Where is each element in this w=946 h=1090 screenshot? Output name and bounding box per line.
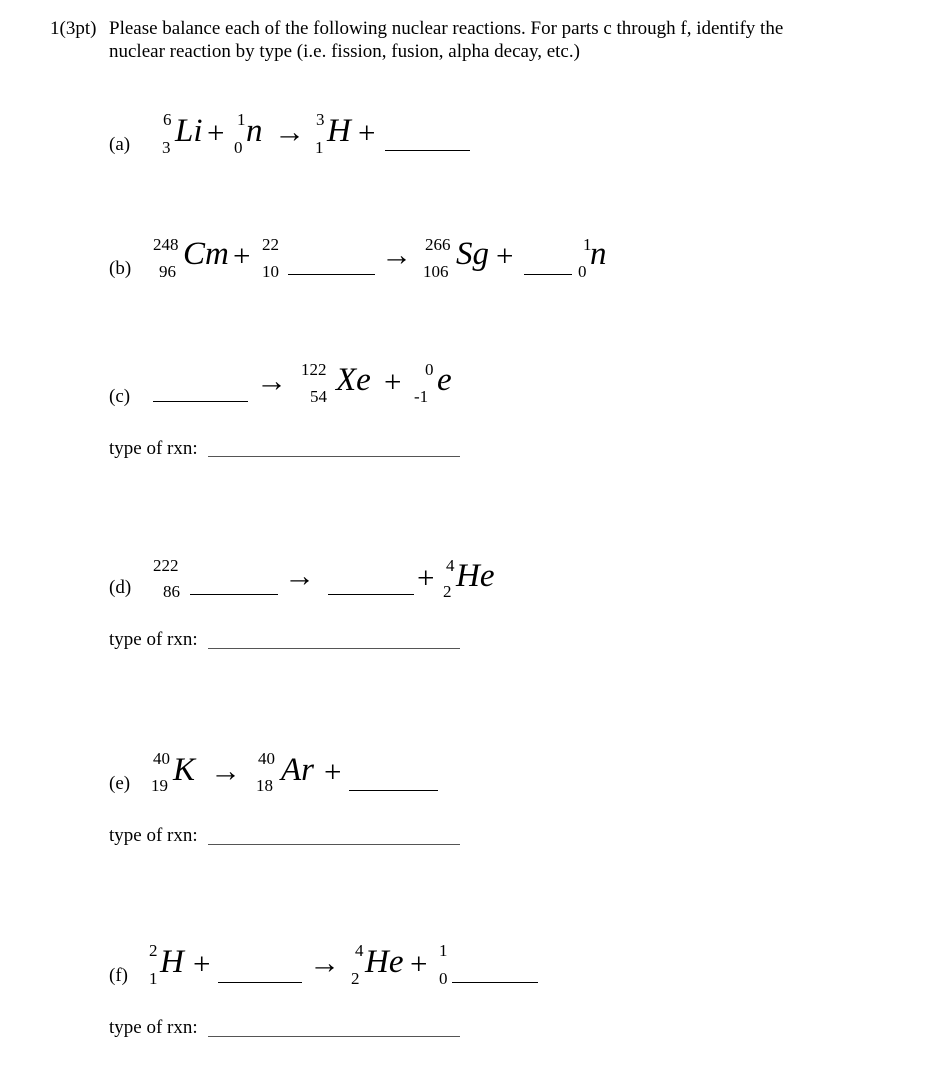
element-symbol: n [590, 236, 607, 272]
mass-number: 6 [163, 110, 172, 129]
plus-sign: + [207, 115, 225, 150]
part-c-label: (c) [109, 386, 131, 407]
element-symbol: H [160, 944, 184, 980]
element-symbol: K [173, 752, 196, 788]
reaction-arrow: → [256, 363, 287, 398]
plus-sign: + [193, 946, 211, 981]
question-text-line2: nuclear reaction by type (i.e. fission, fusion, alpha decay, etc.) [109, 41, 580, 62]
type-of-rxn-label: type of rxn: [109, 1017, 198, 1038]
mass-number: 2 [149, 941, 158, 960]
part-a-label: (a) [109, 134, 131, 155]
answer-blank[interactable] [288, 274, 375, 275]
plus-sign: + [417, 560, 435, 595]
atomic-number: 0 [234, 138, 243, 157]
atomic-number: 86 [163, 582, 180, 601]
answer-blank[interactable] [349, 790, 438, 791]
element-symbol: n [246, 113, 263, 149]
answer-blank[interactable] [190, 594, 278, 595]
type-of-rxn-label: type of rxn: [109, 629, 198, 650]
mass-number: 1 [439, 941, 448, 960]
reaction-arrow: → [274, 114, 305, 149]
mass-number: 3 [316, 110, 325, 129]
atomic-number: 2 [351, 969, 360, 988]
element-symbol: Sg [456, 236, 489, 272]
mass-number: 40 [258, 749, 275, 768]
element-symbol: Xe [336, 362, 371, 398]
atomic-number: -1 [414, 387, 429, 406]
answer-blank[interactable] [153, 401, 248, 402]
mass-number: 40 [153, 749, 170, 768]
mass-number: 248 [153, 235, 179, 254]
type-of-rxn-label: type of rxn: [109, 438, 198, 459]
atomic-number: 2 [443, 582, 452, 601]
reaction-arrow: → [284, 558, 315, 593]
atomic-number: 1 [149, 969, 158, 988]
reaction-arrow: → [309, 945, 340, 980]
answer-blank[interactable] [385, 150, 470, 151]
reaction-arrow: → [381, 237, 412, 272]
element-symbol: e [437, 362, 452, 398]
atomic-number: 54 [310, 387, 327, 406]
plus-sign: + [358, 115, 376, 150]
atomic-number: 3 [162, 138, 171, 157]
part-f-label: (f) [109, 965, 128, 986]
element-symbol: He [456, 558, 495, 594]
part-e-label: (e) [109, 773, 131, 794]
element-symbol: Ar [281, 752, 314, 788]
mass-number: 1 [237, 110, 246, 129]
element-symbol: He [365, 944, 404, 980]
type-of-rxn-answer-line[interactable] [208, 844, 460, 845]
type-of-rxn-answer-line[interactable] [208, 1036, 460, 1037]
atomic-number: 19 [151, 776, 168, 795]
answer-blank[interactable] [452, 982, 538, 983]
atomic-number: 10 [262, 262, 279, 281]
element-symbol: H [327, 113, 351, 149]
atomic-number: 96 [159, 262, 176, 281]
mass-number: 122 [301, 360, 327, 379]
atomic-number: 18 [256, 776, 273, 795]
plus-sign: + [410, 946, 428, 981]
type-of-rxn-answer-line[interactable] [208, 648, 460, 649]
part-b-label: (b) [109, 258, 132, 279]
answer-blank[interactable] [328, 594, 414, 595]
reaction-arrow: → [210, 753, 241, 788]
mass-number: 22 [262, 235, 279, 254]
question-number: 1(3pt) [50, 18, 97, 39]
plus-sign: + [496, 238, 514, 273]
answer-blank[interactable] [218, 982, 302, 983]
plus-sign: + [324, 754, 342, 789]
element-symbol: Li [175, 113, 203, 149]
plus-sign: + [233, 238, 251, 273]
mass-number: 266 [425, 235, 451, 254]
part-d-label: (d) [109, 577, 132, 598]
mass-number: 222 [153, 556, 179, 575]
atomic-number: 0 [439, 969, 448, 988]
question-text-line1: Please balance each of the following nuclear reactions. For parts c through f, identify the [109, 18, 784, 39]
atomic-number: 106 [423, 262, 449, 281]
mass-number: 1 [583, 235, 592, 254]
type-of-rxn-label: type of rxn: [109, 825, 198, 846]
element-symbol: Cm [183, 236, 229, 272]
answer-blank[interactable] [524, 274, 572, 275]
plus-sign: + [384, 364, 402, 399]
atomic-number: 1 [315, 138, 324, 157]
mass-number: 4 [355, 941, 364, 960]
mass-number: 4 [446, 556, 455, 575]
type-of-rxn-answer-line[interactable] [208, 456, 460, 457]
mass-number: 0 [425, 360, 434, 379]
atomic-number: 0 [578, 262, 587, 281]
